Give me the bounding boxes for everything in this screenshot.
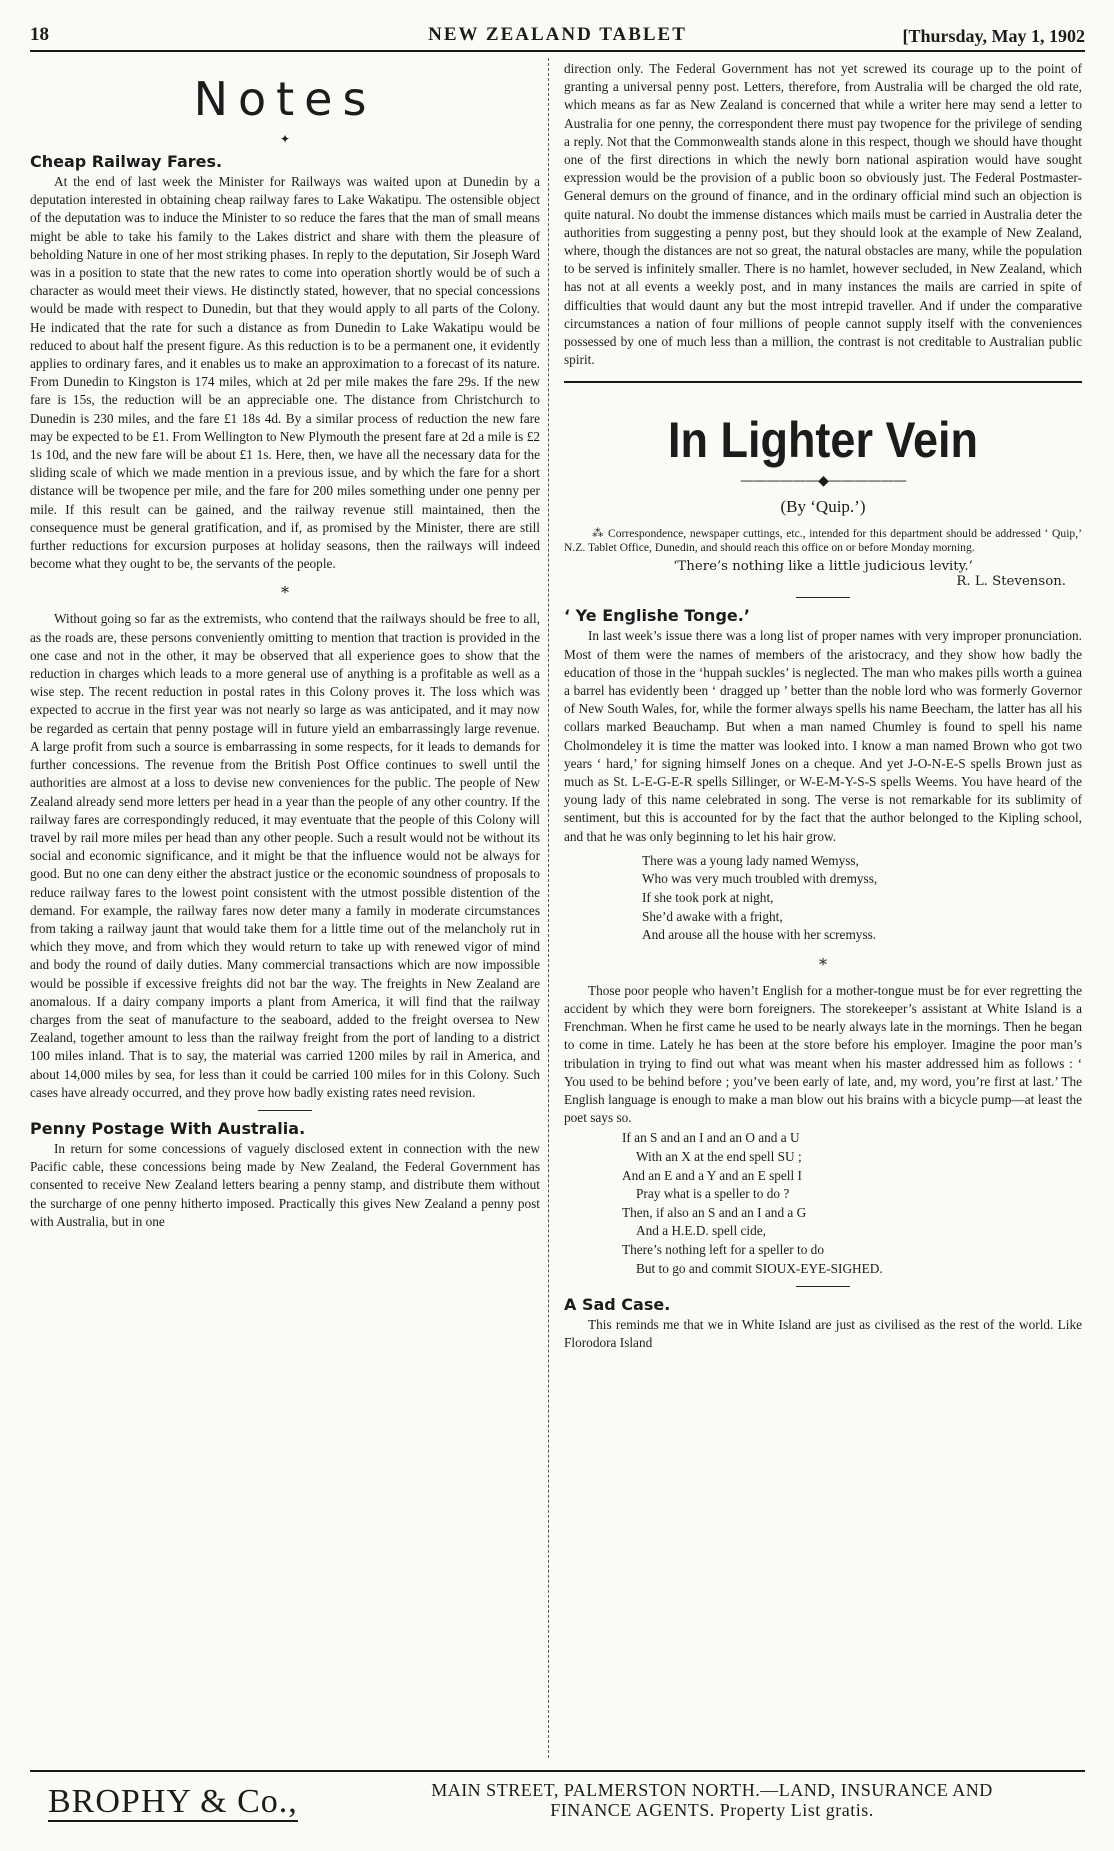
notes-ornament-icon: ✦ [279,132,291,146]
poem-line: With an X at the end spell SU ; [636,1149,802,1165]
poem-line: And an E and a Y and an E spell I [622,1167,802,1183]
cheap-railway-paragraph-2: Without going so far as the extremists, who contend that the railways should be free to all, as the roads are, these persons conveniently omitting to mention that traction is provided in the one case and not in the other, it may be observed that all experience goes to show that the reduction in charges which leads to a more general use of anything is a profitable as well as a wise step. The recent reduction in postal rates in this Colony proves it. The loss which was expected to accrue in the first year was not nearly so large as was anticipated, and it may now be regarded as certain that penny postage will in future yield an embarrassingly large revenue. A large profit from such a source is embarrassing in some respects, for it leads to demands for further concessions. The revenue from the British Post Office continues to swell until the authorities are almost at a loss to devise new conveniences for the public. The people of New Zealand already send more letters per head in a year than the people of any other country. If the railway fares are correspondingly reduced, it may eventuate that the people of this Colony will travel by rail more miles per head than any other people. Such a result would not be without its social and economic significance, and it might be that the influence would not be always for good. But no one can deny either the abstract justice or the economic soundness of proposals to reduce railway fares to the lowest point consistent with the utmost possible distention of the demand. For example, the railway fares now deter many a family in moderate circumstances from taking a railway jaunt that would take them for a little time out of the melancholy rut in which they move, and from which they would return to take up with renewed vigor of mind and body the round of daily duties. Many commercial transactions which are now impossible would be possible if excessive freights did not bar the way. The freights in New Zealand are anomalous. If a dairy company imports a plant from America, it will find that the railway charges from the seat of manufacture to the seaboard, added to the freight oversea to New Zealand, together amount to less than the railway freight from the port of landing to a district 100 miles inland. That is to say, the material was carried 1200 miles by rail in America, and about 14,000 miles by sea, for less than it could be carried 100 miles for in this Colony. Such cases have already occurred, and they prove how badly existing rates need revision. [30,611,540,1100]
poem-line: If she took pork at night, [642,890,774,906]
notes-heading: Notes [193,72,377,126]
poem-line: Then, if also an S and an I and a G [622,1204,807,1220]
issue-date: [Thursday, May 1, 1902 [902,26,1085,46]
poem-line: There was a young lady named Wemyss, [642,852,859,868]
column-divider [548,58,549,1758]
wemyss-poem [642,852,1082,945]
penny-postage-heading: Penny Postage With Australia. [30,1118,306,1138]
penny-postage-paragraph: In return for some concessions of vaguely disclosed extent in connection with the new Pacific cable, these concessions being made by New Zealand, the Federal Government has consented to receive New Zealand letters bearing a penny stamp, and distribute them without the surcharge of one penny hitherto imposed. Practically this gives New Zealand a penny post with Australia, but in one [30,1140,540,1229]
sad-case-heading: A Sad Case. [564,1295,671,1315]
advertisement [30,1770,1085,1842]
sad-case-paragraph: This reminds me that we in White Island are just as civilised as the rest of the world. Like Florodora Island [564,1317,1082,1351]
divider [796,1286,850,1287]
cheap-railway-paragraph-1: At the end of last week the Minister for Railways was waited upon at Dunedin by a deputation interested in obtaining cheap railway fares to Lake Wakatipu. The ostensible object of the deputation was to induce the Minister to so reduce the fares that the man of small means might be able to take his family to the Lakes district and share with them the pleasure of beholding Nature in one of her most striking phases. In reply to the deputation, Sir Joseph Ward was in a position to state that the new rates to come into operation shortly would be of such a character as would meet their views. He distinctly stated, however, that no special concessions would be made with respect to Dunedin, but that they would apply to all parts of the Colony. He indicated that the rate for such a distance as from Dunedin to Lake Wakatipu would be reduced to about half the present figure. As this reduction is to be a permanent one, it evidently applies to ordinary fares, and it enables us to make an approximation to a forecast of its nature. From Dunedin to Kingston is 174 miles, which at 2d per mile makes the fare 29s. If the new fare is 15s, the reduction will be an appreciable one. The distance from Christchurch to Dunedin is 230 miles, and the fare £1 18s 4d. By a similar process of reduction the new fare may be expected to be £1. From Wellington to New Plymouth the present fare at 2d a mile is £2 1s 10d, and the new fare will be about £1 1s. Here, then, we have all the necessary data for the sliding scale of which we made mention in a previous issue, and by which the fare for a short distance will be twopence per mile, and the fare for 200 miles something under one penny per mile. If this result can be gained, and the railway revenue still maintained, then the consequence must be general gratification, and if, as promised by the Minister, there are still further reductions for excursion purposes at holiday seasons, then the railways will indeed become what they ought to be, the servants of the people. [30,174,540,572]
advertiser-name: BROPHY & Co., [48,1783,298,1820]
poem-line: And a H.E.D. spell cide, [636,1223,766,1239]
poem-line: But to go and commit SIOUX-EYE-SIGHED. [636,1260,883,1276]
poem-line: She’d awake with a fright, [642,908,783,924]
left-column [30,60,540,1231]
address-line-1: MAIN STREET, PALMERSTON NORTH.—LAND, INSURANCE AND [431,1780,993,1800]
poem-line: Who was very much troubled with dremyss, [642,871,878,887]
lighter-vein-title: In Lighter Vein [667,412,979,469]
englishe-tonge-paragraph-1: In last week’s issue there was a long list of proper names with very improper pronunciation. Most of them were the names of members of the aristocracy, and they show how badly the education of those in the ‘huppah suckles’ is neglected. The man who makes pills worth a guinea a barrel has evidently been ‘ dragged up ’ better than the noble lord who was formerly Governor of New South Wales, for, while the former always spells his name Beecham, the latter has all his collars marked Beauchamp. But when a man named Chumley is found to spell his name Cholmondeley it is time the matter was looked into. I know a man named Brown who got two years ‘ hard,’ for signing himself Jones on a cheque. And yet J-O-N-E-S spells Brown just as much as St. L-E-G-E-R spells Sillinger, or W-E-M-Y-S-S spells Weems. You have heard of the young lady of this name celebrated in song. The verse is not remarkable for its sublimity of sentiment, but this is accounted for by the fact that the author belonged to the Kipling school, and that he was only beginning to let his hair grow. [564,628,1082,844]
poem-line: There’s nothing left for a speller to do [622,1242,824,1258]
poem-line: If an S and an I and an O and a U [622,1130,800,1146]
divider [796,597,850,598]
poem-line: And arouse all the house with her scremyss. [642,927,877,943]
cheap-railway-heading: Cheap Railway Fares. [30,152,223,171]
address-line-2: FINANCE AGENTS. Property List gratis. [550,1800,874,1820]
page-number: 18 [30,24,49,45]
penny-postage-continued: direction only. The Federal Government has not yet screwed its courage up to the point of granting a universal penny post. Letters, therefore, from Australia will be charged the old rate, which means as far as New Zealand is concerned that while a writer here may send a letter to Australia for one penny, the correspondent there must pay twopence for the privilege of sending a reply. Not that the Commonwealth stands alone in this respect, though we should have thought one of the first directions in which the newly born national aspiration would have sought expression would be the provision of a public boon so obviously just. The Federal Postmaster-General demurs on the ground of finance, and in the ordinary official mind such an objection is quite natural. No doubt the immense distances which mails must be carried in Australia deter the authorities from suggesting a penny post, but they should look at the example of New Zealand, where, though the distances are not so great, the natural obstacles are many, while the population to be served is infinitely smaller. There is no hamlet, however secluded, in New Zealand, which has not at all events a weekly post, and in many instances the mails are carried in spite of difficulties that would daunt any but the most intrepid traveller. And if under the comparative circumstances a nation of four millions of people cannot supply itself with the conveniences possessed by one of much less than a million, the contrast is not creditable to Australian public spirit. [564,61,1082,368]
englishe-tonge-paragraph-2: Those poor people who haven’t English for a mother-tongue must be for ever regretting the accident by which they were born foreigners. The storekeeper’s assistant at White Island is a Frenchman. When he first came he used to be nearly always late in the mornings. Then he began to come in time. Lately he has been at the store before his employer. Imagine the poor man’s tribulation in trying to find out what was meant when his master addressed him as follows : ‘ You used to be behind before ; you’ve been early of late, and, my word, you’re first at last.’ The English language is enough to make a man blow out his brains with a bicycle pump—at least the poet says so. [564,982,1082,1126]
section-separator: * [819,954,827,974]
poem-line: Pray what is a speller to do ? [636,1186,790,1202]
correspondence-note: ⁂ Correspondence, newspaper cuttings, etc., intended for this department should be addressed ‘ Quip,’ N.Z. Tablet Office, Dunedin, and should reach this office on or before Monday morning. [564,527,1082,555]
divider [564,381,1082,383]
englishe-tonge-heading: ‘ Ye Englishe Tonge.’ [564,606,750,626]
speller-poem [622,1129,1082,1278]
section-separator: * [281,583,289,603]
masthead [30,22,1085,52]
right-column [564,60,1082,1353]
lighter-vein-byline: (By ‘Quip.’) [780,497,866,517]
epigraph-author: R. L. Stevenson. [956,574,1066,590]
advertiser-address [342,1780,1082,1820]
lighter-vein-ornament-icon: ——————◆—————— [740,473,906,490]
epigraph: ‘There’s nothing like a little judicious levity.’ [673,559,973,575]
divider [258,1110,312,1111]
newspaper-title: NEW ZEALAND TABLET [428,24,687,45]
